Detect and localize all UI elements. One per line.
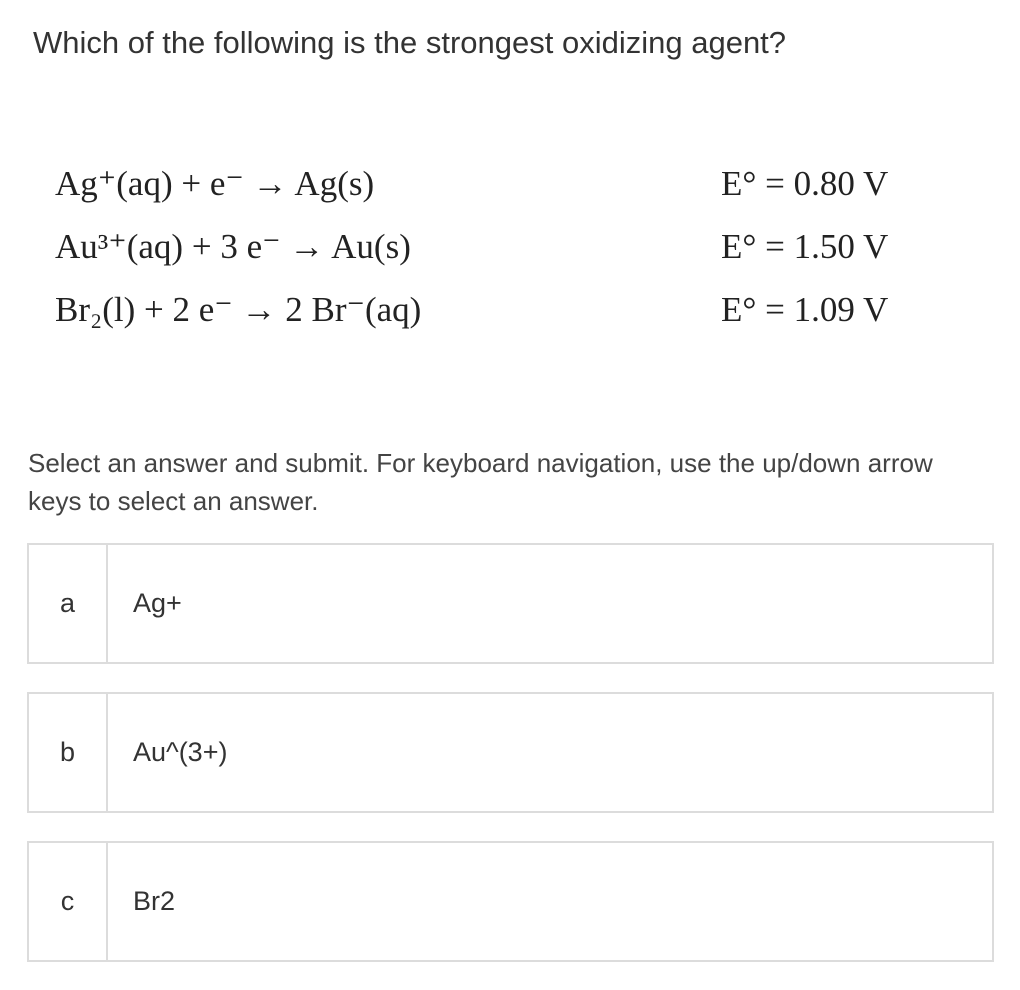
reduction-potential: E° = 1.09 V (721, 290, 889, 329)
question-text: Which of the following is the strongest oxidizing agent? (33, 25, 787, 60)
half-reaction-row (55, 290, 925, 353)
answer-instructions: Select an answer and submit. For keyboard navigation, use the up/down arrow keys to select an answer. (28, 448, 933, 516)
reduction-potential: E° = 1.50 V (721, 227, 889, 266)
option-text: Br2 (133, 886, 176, 916)
option-letter: a (29, 545, 108, 662)
option-text: Au^(3+) (133, 737, 228, 767)
half-reaction-equation: Br₂(l) + 2 e⁻ → 2 Br⁻(aq) (55, 290, 422, 329)
answer-option-b[interactable] (27, 692, 994, 813)
half-reaction-equation: Ag⁺(aq) + e⁻ → Ag(s) (55, 164, 375, 203)
half-reaction-equation: Au³⁺(aq) + 3 e⁻ → Au(s) (55, 227, 411, 266)
half-reactions-table (55, 164, 925, 353)
reduction-potential: E° = 0.80 V (721, 164, 889, 203)
half-reaction-row (55, 227, 925, 290)
option-text: Ag+ (133, 588, 182, 618)
option-letter: c (29, 843, 108, 960)
answer-option-c[interactable] (27, 841, 994, 962)
answer-option-a[interactable] (27, 543, 994, 664)
half-reaction-row (55, 164, 925, 227)
answer-options (27, 543, 994, 990)
option-letter: b (29, 694, 108, 811)
